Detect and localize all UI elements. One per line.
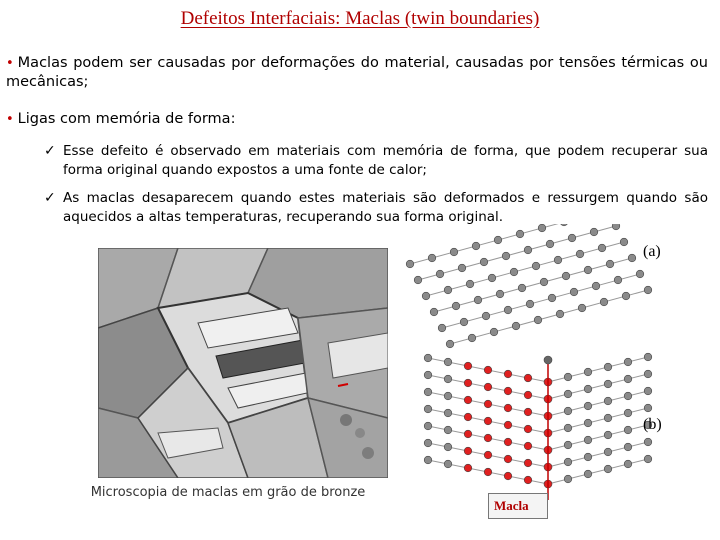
- atom: [548, 294, 556, 302]
- atom: [584, 368, 592, 376]
- atom: [424, 456, 432, 464]
- atom: [540, 278, 548, 286]
- atom: [604, 431, 612, 439]
- sub-item-1: [44, 142, 708, 179]
- atom: [504, 370, 512, 378]
- atom: [564, 458, 572, 466]
- atom: [484, 434, 492, 442]
- atom: [460, 318, 468, 326]
- atom: [504, 455, 512, 463]
- atom: [464, 362, 472, 370]
- bullet-text-1: Maclas podem ser causadas por deformações do material, causadas por tensões térmicas ou mecânicas;: [6, 55, 708, 90]
- atom: [464, 379, 472, 387]
- atom: [424, 388, 432, 396]
- atom: [516, 230, 524, 238]
- atom: [422, 292, 430, 300]
- atom: [624, 443, 632, 451]
- atom: [524, 476, 532, 484]
- atom: [484, 366, 492, 374]
- bullet-text-2: Ligas com memória de forma:: [17, 111, 236, 127]
- atom: [564, 373, 572, 381]
- atom: [636, 270, 644, 278]
- atom: [496, 290, 504, 298]
- atom: [524, 374, 532, 382]
- atom: [524, 408, 532, 416]
- atom: [584, 385, 592, 393]
- atom: [604, 397, 612, 405]
- atom: [424, 354, 432, 362]
- atom: [564, 424, 572, 432]
- atom: [464, 413, 472, 421]
- atom: [480, 258, 488, 266]
- atom: [452, 302, 460, 310]
- bullet-dot: •: [6, 112, 14, 127]
- atom: [466, 280, 474, 288]
- slide-title: Defeitos Interfaciais: Maclas (twin boundaries): [180, 8, 540, 29]
- atom: [428, 254, 436, 262]
- twin-lattice-diagram: [398, 224, 674, 524]
- atom: [584, 402, 592, 410]
- atom: [474, 296, 482, 304]
- atom: [504, 404, 512, 412]
- atom: [524, 442, 532, 450]
- sub-item-2: [44, 189, 708, 226]
- atom: [564, 441, 572, 449]
- atom: [484, 417, 492, 425]
- atom: [524, 425, 532, 433]
- atom: [624, 392, 632, 400]
- atom: [624, 409, 632, 417]
- label-a: (a): [643, 243, 661, 260]
- atom: [484, 383, 492, 391]
- atom: [436, 270, 444, 278]
- atom: [444, 392, 452, 400]
- atom: [564, 407, 572, 415]
- atom: [488, 274, 496, 282]
- atom: [504, 438, 512, 446]
- atom: [628, 254, 636, 262]
- atom: [512, 322, 520, 330]
- atom: [482, 312, 490, 320]
- twin-label: Macla: [494, 498, 529, 513]
- atom: [464, 447, 472, 455]
- atom: [624, 375, 632, 383]
- atom: [472, 242, 480, 250]
- atom: [614, 276, 622, 284]
- atom: [570, 288, 578, 296]
- atom: [424, 422, 432, 430]
- checkmark-icon: ✓: [44, 190, 56, 206]
- atom: [406, 260, 414, 268]
- atom: [644, 404, 652, 412]
- atom: [556, 310, 564, 318]
- atom: [584, 436, 592, 444]
- atom: [494, 236, 502, 244]
- atom: [502, 252, 510, 260]
- atom: [518, 284, 526, 292]
- checkmark-icon: ✓: [44, 143, 56, 159]
- atom: [524, 459, 532, 467]
- atom: [644, 387, 652, 395]
- atom: [504, 306, 512, 314]
- atom: [604, 363, 612, 371]
- atom: [624, 460, 632, 468]
- atom: [612, 224, 620, 230]
- atom: [544, 356, 552, 364]
- atom: [604, 448, 612, 456]
- atom: [504, 472, 512, 480]
- atom: [430, 308, 438, 316]
- atom: [644, 286, 652, 294]
- label-b: (b): [643, 416, 662, 433]
- atom: [504, 387, 512, 395]
- atom: [504, 421, 512, 429]
- atom: [578, 304, 586, 312]
- atom: [620, 238, 628, 246]
- atom: [624, 426, 632, 434]
- atom: [490, 328, 498, 336]
- lattice-a: [406, 224, 652, 348]
- atom: [644, 455, 652, 463]
- atom: [484, 468, 492, 476]
- bullet-item-2: [6, 110, 708, 129]
- atom: [564, 475, 572, 483]
- atom: [444, 460, 452, 468]
- bullet-item-1: [6, 54, 708, 92]
- atom: [598, 244, 606, 252]
- atom: [604, 414, 612, 422]
- atom: [446, 340, 454, 348]
- atom: [444, 286, 452, 294]
- atom: [458, 264, 466, 272]
- sub-item-text-1: Esse defeito é observado em materiais com memória de forma, que podem recuperar sua forma original quando expostos a uma fonte de calor;: [63, 143, 708, 178]
- atom: [644, 353, 652, 361]
- atom: [604, 380, 612, 388]
- atom: [568, 234, 576, 242]
- sub-item-text-2: As maclas desaparecem quando estes materiais são deformados e ressurgem quando são aquecidos a altas temperaturas, recuperando sua forma original.: [63, 190, 708, 225]
- atom: [450, 248, 458, 256]
- atom: [584, 419, 592, 427]
- atom: [468, 334, 476, 342]
- atom: [438, 324, 446, 332]
- atom: [644, 438, 652, 446]
- atom: [576, 250, 584, 258]
- atom: [622, 292, 630, 300]
- atom: [560, 224, 568, 226]
- atom: [606, 260, 614, 268]
- atom: [464, 430, 472, 438]
- atom: [584, 453, 592, 461]
- atom: [464, 464, 472, 472]
- atom: [554, 256, 562, 264]
- micrograph-caption: Microscopia de maclas em grão de bronze: [90, 485, 366, 500]
- atom: [534, 316, 542, 324]
- atom: [644, 370, 652, 378]
- bullet-dot: •: [6, 56, 14, 71]
- atom: [444, 358, 452, 366]
- atom: [584, 470, 592, 478]
- atom: [444, 409, 452, 417]
- atom: [424, 371, 432, 379]
- atom: [564, 390, 572, 398]
- atom: [484, 400, 492, 408]
- atom: [414, 276, 422, 284]
- atom: [444, 443, 452, 451]
- atom: [464, 396, 472, 404]
- atom: [526, 300, 534, 308]
- atom: [604, 465, 612, 473]
- atom: [600, 298, 608, 306]
- atom: [538, 224, 546, 232]
- atom: [510, 268, 518, 276]
- atom: [524, 246, 532, 254]
- atom: [444, 375, 452, 383]
- atom: [546, 240, 554, 248]
- atom: [424, 439, 432, 447]
- atom: [562, 272, 570, 280]
- atom: [532, 262, 540, 270]
- atom: [524, 391, 532, 399]
- atom: [424, 405, 432, 413]
- atom: [592, 282, 600, 290]
- atom: [444, 426, 452, 434]
- atom: [590, 228, 598, 236]
- atom: [484, 451, 492, 459]
- lattice-b: [424, 353, 652, 500]
- atom: [584, 266, 592, 274]
- micrograph-image: [98, 248, 388, 478]
- atom: [624, 358, 632, 366]
